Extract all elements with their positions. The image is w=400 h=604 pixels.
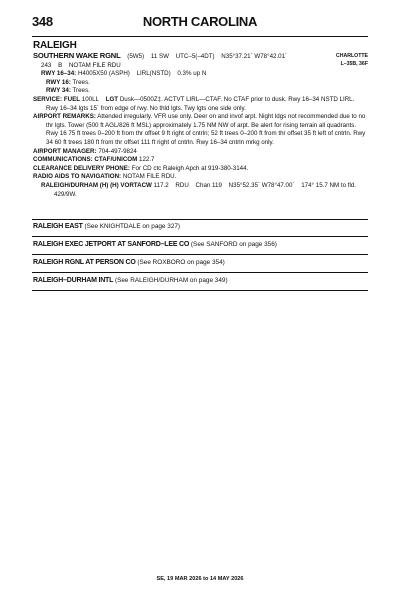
runway-detail: H4005X50 (ASPH) xyxy=(77,70,130,78)
rwy34-line xyxy=(33,87,368,96)
reference-entry xyxy=(33,259,225,266)
rwy16-text: Trees. xyxy=(72,78,90,86)
radio-text: NOTAM FILE RDU. xyxy=(122,173,177,181)
manager-text: 704-497-9824 xyxy=(98,147,137,155)
reference-text: (See SANFORD on page 356) xyxy=(190,241,277,248)
divider xyxy=(32,236,368,237)
reference-text: (See RALEIGH/DURHAM on page 349) xyxy=(114,277,228,284)
fuel-value: 100LL xyxy=(81,95,99,103)
vortac-chan: Chan 119 xyxy=(195,181,222,189)
rwy16-line xyxy=(33,79,368,88)
comm-text: 122.7 xyxy=(139,156,155,164)
clearance-text: For CD ctc Raleigh Apch at 919-380-3144. xyxy=(131,164,249,172)
airport-ident: (5W5) xyxy=(127,53,145,60)
communications-line xyxy=(33,156,368,165)
city-heading: RALEIGH xyxy=(33,40,77,51)
service-label: SERVICE: xyxy=(33,95,63,103)
runway-gradient: 0.3% up N xyxy=(177,70,207,78)
remarks-paragraph xyxy=(33,113,368,147)
chart-code: L–35B, 36F xyxy=(340,61,368,67)
reference-text: (See KNIGHTDALE on page 327) xyxy=(84,223,181,230)
airport-name: SOUTHERN WAKE RGNL xyxy=(33,51,121,60)
airport-notam: NOTAM FILE RDU xyxy=(68,61,121,69)
divider xyxy=(32,254,368,255)
page-footer: SE, 19 MAR 2026 to 14 MAY 2026 xyxy=(156,576,244,582)
clearance-line xyxy=(33,165,368,174)
rwy34-text: Trees. xyxy=(72,87,90,95)
header-rule xyxy=(32,36,368,37)
remarks-text: Attended irregularly. VFR use only. Deer on and invof arpt. Night ldgs not recommended due to no thr lgts. Tower (500 ft AGL/826 ft MSL) approximately 1.75 NM NW of arpt. Be alert for rising terrain all quadrants. Rwy 16 75 ft trees 0–200 ft from thr offset 9 ft right of cntrln; 52 ft trees 0–200 ft from thr offset 35 ft left of cntrln. Rwy 34 60 ft trees 180 ft from thr offset 111 ft right of cntrln. Rwy 16–34 cntrln mrkg only. xyxy=(46,113,366,146)
vortac-id: RDU xyxy=(175,181,189,189)
airport-elevation: 243 xyxy=(41,61,52,69)
runway-lights: LIRL(NSTD) xyxy=(136,70,171,78)
service-paragraph xyxy=(33,96,368,113)
reference-name: RALEIGH EXEC JETPORT AT SANFORD–LEE CO xyxy=(33,241,190,248)
reference-entry xyxy=(33,277,228,284)
vortac-coords: N35°52.35´ W78°47.00´ xyxy=(228,181,295,189)
lgt-label: LGT xyxy=(105,95,119,103)
vortac-label: RALEIGH/DURHAM (H) (H) VORTACW xyxy=(41,181,152,189)
divider xyxy=(32,272,368,273)
reference-entry xyxy=(33,223,180,230)
manager-label: AIRPORT MANAGER: xyxy=(33,147,97,155)
chart-name: CHARLOTTE xyxy=(336,53,368,59)
comm-label: COMMUNICATIONS: CTAF/UNICOM xyxy=(33,156,138,164)
reference-name: RALEIGH–DURHAM INTL xyxy=(33,277,114,284)
airport-fuel-code: B xyxy=(58,61,63,69)
radio-label: RADIO AIDS TO NAVIGATION: xyxy=(33,173,122,181)
runway-label: RWY 16–34: xyxy=(41,70,77,78)
divider xyxy=(32,290,368,291)
reference-text: (See ROXBORO on page 354) xyxy=(137,259,225,266)
fuel-label: FUEL xyxy=(63,95,81,103)
reference-entry xyxy=(33,241,277,248)
manager-line xyxy=(33,148,368,157)
remarks-label: AIRPORT REMARKS: xyxy=(33,113,96,121)
vortac-elev: 429/9W. xyxy=(54,190,77,198)
airport-entry xyxy=(33,52,368,199)
airport-coords: N35°37.21´ W78°42.01´ xyxy=(221,53,288,60)
elevation-line xyxy=(33,62,368,71)
vortac-bearing: 174° 15.7 NM to fld. xyxy=(301,181,356,189)
vortac-freq: 117.2 xyxy=(153,181,169,189)
rwy16-label: RWY 16: xyxy=(46,78,71,86)
rwy34-label: RWY 34: xyxy=(46,87,71,95)
state-title: NORTH CAROLINA xyxy=(142,14,258,29)
vortac-paragraph xyxy=(33,182,368,199)
page-number: 348 xyxy=(32,14,53,29)
airport-distance: 11 SW xyxy=(150,53,169,60)
reference-name: RALEIGH RGNL AT PERSON CO xyxy=(33,259,136,266)
lgt-text: Dusk—0500Z‡. ACTVT LIRL—CTAF. No CTAF prior to dusk. Rwy 16–34 NSTD LIRL. Rwy 16–34 lgts 15´ from edge of rwy. No thld lgts. Twy lgts one side only. xyxy=(46,95,355,112)
airport-line xyxy=(33,52,368,62)
runway-line xyxy=(33,70,368,79)
airport-utc: UTC–5(–4DT) xyxy=(175,53,215,60)
reference-name: RALEIGH EAST xyxy=(33,223,83,230)
page-header xyxy=(32,14,368,30)
radio-line xyxy=(33,173,368,182)
divider xyxy=(32,219,368,220)
clearance-label: CLEARANCE DELIVERY PHONE: xyxy=(33,164,130,172)
